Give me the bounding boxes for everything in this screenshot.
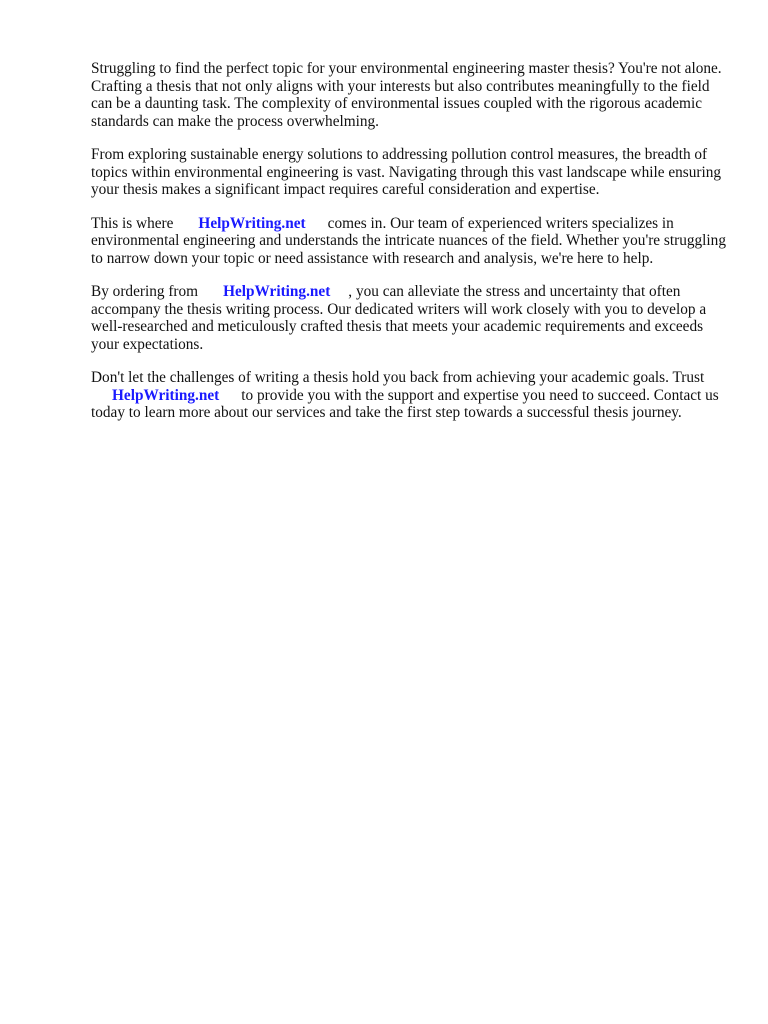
helpwriting-link[interactable]: HelpWriting.net bbox=[112, 386, 220, 404]
paragraph-text-lead: This is where bbox=[91, 214, 174, 232]
paragraph-topics: From exploring sustainable energy solutions to addressing pollution control measures, the breadth of topics within environmental engineering is vast. Navigating through this vast landscape while ensuring your thesis makes a significant impact requires careful consideration and expertise. bbox=[91, 146, 722, 198]
paragraph-closing bbox=[91, 369, 731, 422]
paragraph-text-tail: , you can alleviate the stress and uncertainty that often accompany the thesis writing process. Our dedicated writers will work closely with you to develop a well-researched and meticulously crafted thesis that meets your academic requirements and exceeds your expectations. bbox=[91, 283, 707, 353]
document-body bbox=[91, 60, 731, 438]
paragraph-text-lead: By ordering from bbox=[91, 283, 199, 300]
helpwriting-link[interactable]: HelpWriting.net bbox=[223, 283, 331, 300]
paragraph-ordering bbox=[91, 283, 731, 353]
paragraph-intro: Struggling to find the perfect topic for your environmental engineering master thesis? You're not alone. Crafting a thesis that not only aligns with your interests but also contributes meaningfully to the field can be a daunting task. The complexity of environmental issues coupled with the rigorous academic standards can make the process overwhelming. bbox=[91, 60, 722, 130]
paragraph-this-is-where bbox=[91, 215, 731, 268]
paragraph-text-tail: to provide you with the support and expertise you need to succeed. Contact us today to learn more about our services and take the first step towards a successful thesis journey. bbox=[91, 386, 719, 421]
paragraph-text-tail: comes in. Our team of experienced writers specializes in environmental engineering and understands the intricate nuances of the field. Whether you're struggling to narrow down your topic or need assistance with research and analysis, we're here to help. bbox=[91, 214, 726, 267]
helpwriting-link[interactable]: HelpWriting.net bbox=[198, 214, 306, 232]
paragraph-text-lead: Don't let the challenges of writing a thesis hold you back from achieving your academic goals. Trust bbox=[91, 369, 705, 386]
